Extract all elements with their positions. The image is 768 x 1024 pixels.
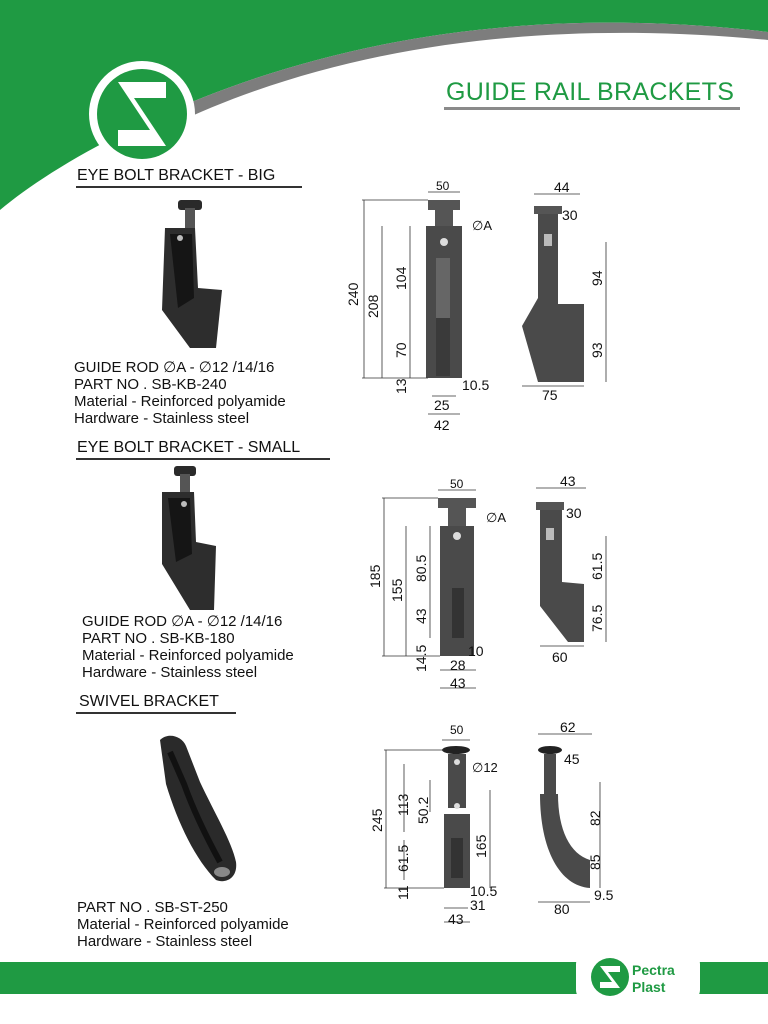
section-underline [76,458,330,460]
spec-part-no: PART NO . SB-KB-240 [74,376,227,393]
dim-w-10: 10 [468,643,484,659]
spec-material: Material - Reinforced polyamide [74,393,286,410]
dim-side-61-5: 61.5 [589,552,605,580]
dim-h-70: 70 [393,342,409,358]
product-photo-small [152,462,232,612]
spec-hardware: Hardware - Stainless steel [74,410,250,427]
dim-w-43: 43 [448,911,464,927]
dim-h-14-5: 14.5 [413,644,429,672]
product-photo-swivel [148,732,248,892]
dim-side-62: 62 [560,720,576,735]
dim-h-208: 208 [365,294,381,318]
drawing-front-small [360,476,520,696]
dim-w-43: 43 [450,675,466,691]
dim-h-155: 155 [389,578,405,602]
dim-w-10-5: 10.5 [462,377,490,393]
dim-h-61-5: 61.5 [395,844,411,872]
section-title-swivel: SWIVEL BRACKET [79,693,219,710]
s-logo-icon [86,58,198,170]
dim-h-165: 165 [473,834,489,858]
drawing-side-small [526,476,626,676]
dim-h-113: 113 [395,793,411,816]
dim-side-30: 30 [566,505,582,521]
spec-material: Material - Reinforced polyamide [82,647,294,664]
dim-h-13: 13 [393,378,409,394]
dim-side-9-5: 9.5 [594,887,614,903]
spec-list-swivel [77,899,289,950]
dim-side-76-5: 76.5 [589,604,605,632]
spec-part-no: PART NO . SB-ST-250 [77,899,228,916]
spec-guide-rod: GUIDE ROD ∅A - ∅12 /14/16 [82,613,283,630]
dim-dia: ∅A [486,510,506,525]
dim-h-total: 245 [369,808,385,832]
page-title: GUIDE RAIL BRACKETS [446,78,735,106]
section-title-big: EYE BOLT BRACKET - BIG [77,167,276,184]
dim-side-94: 94 [589,270,605,286]
dim-w-top: 50 [436,179,450,193]
section-underline [76,186,302,188]
dim-side-30: 30 [562,207,578,223]
spec-guide-rod: GUIDE ROD ∅A - ∅12 /14/16 [74,359,275,376]
dim-side-60: 60 [552,649,568,665]
dim-side-44: 44 [554,179,570,195]
dim-w-28: 28 [450,657,466,673]
dim-side-93: 93 [589,342,605,358]
drawing-front-swivel [360,720,520,935]
dim-h-11: 11 [395,885,411,900]
dim-h-104: 104 [393,266,409,290]
spec-material: Material - Reinforced polyamide [77,916,289,933]
dim-w-top: 50 [450,723,464,737]
dim-side-75: 75 [542,387,558,403]
dim-dia: ∅12 [472,760,498,775]
spec-hardware: Hardware - Stainless steel [77,933,253,950]
section-title-small: EYE BOLT BRACKET - SMALL [77,439,301,456]
spec-list-small [82,613,294,681]
spec-list-big [74,359,286,427]
drawing-side-swivel [530,720,630,920]
drawing-side-big [510,178,620,408]
dim-h-50-2: 50.2 [415,796,431,824]
brand-name-line1: Pectra [632,962,675,978]
dim-side-85: 85 [587,854,603,870]
dim-w-25: 25 [434,397,450,413]
dim-side-45: 45 [564,751,580,767]
section-underline [76,712,236,714]
dim-h-43: 43 [413,608,429,624]
dim-w-10-5: 10.5 [470,883,498,899]
dim-side-80: 80 [554,901,570,917]
drawing-front-big [340,178,510,440]
dim-dia: ∅A [472,218,492,233]
brand-name-line2: Plast [632,979,666,995]
s-logo-icon [591,958,629,996]
footer-logo [576,954,700,1000]
title-underline [444,107,740,110]
product-photo-big [150,198,240,358]
dim-w-top: 50 [450,477,464,491]
dim-h-80-5: 80.5 [413,554,429,582]
dim-h-total: 185 [367,564,383,588]
spec-part-no: PART NO . SB-KB-180 [82,630,235,647]
dim-side-82: 82 [587,810,603,826]
dim-w-31: 31 [470,897,486,913]
dim-w-42: 42 [434,417,450,433]
spec-hardware: Hardware - Stainless steel [82,664,258,681]
dim-h-total: 240 [345,282,361,306]
dim-side-43: 43 [560,476,576,489]
